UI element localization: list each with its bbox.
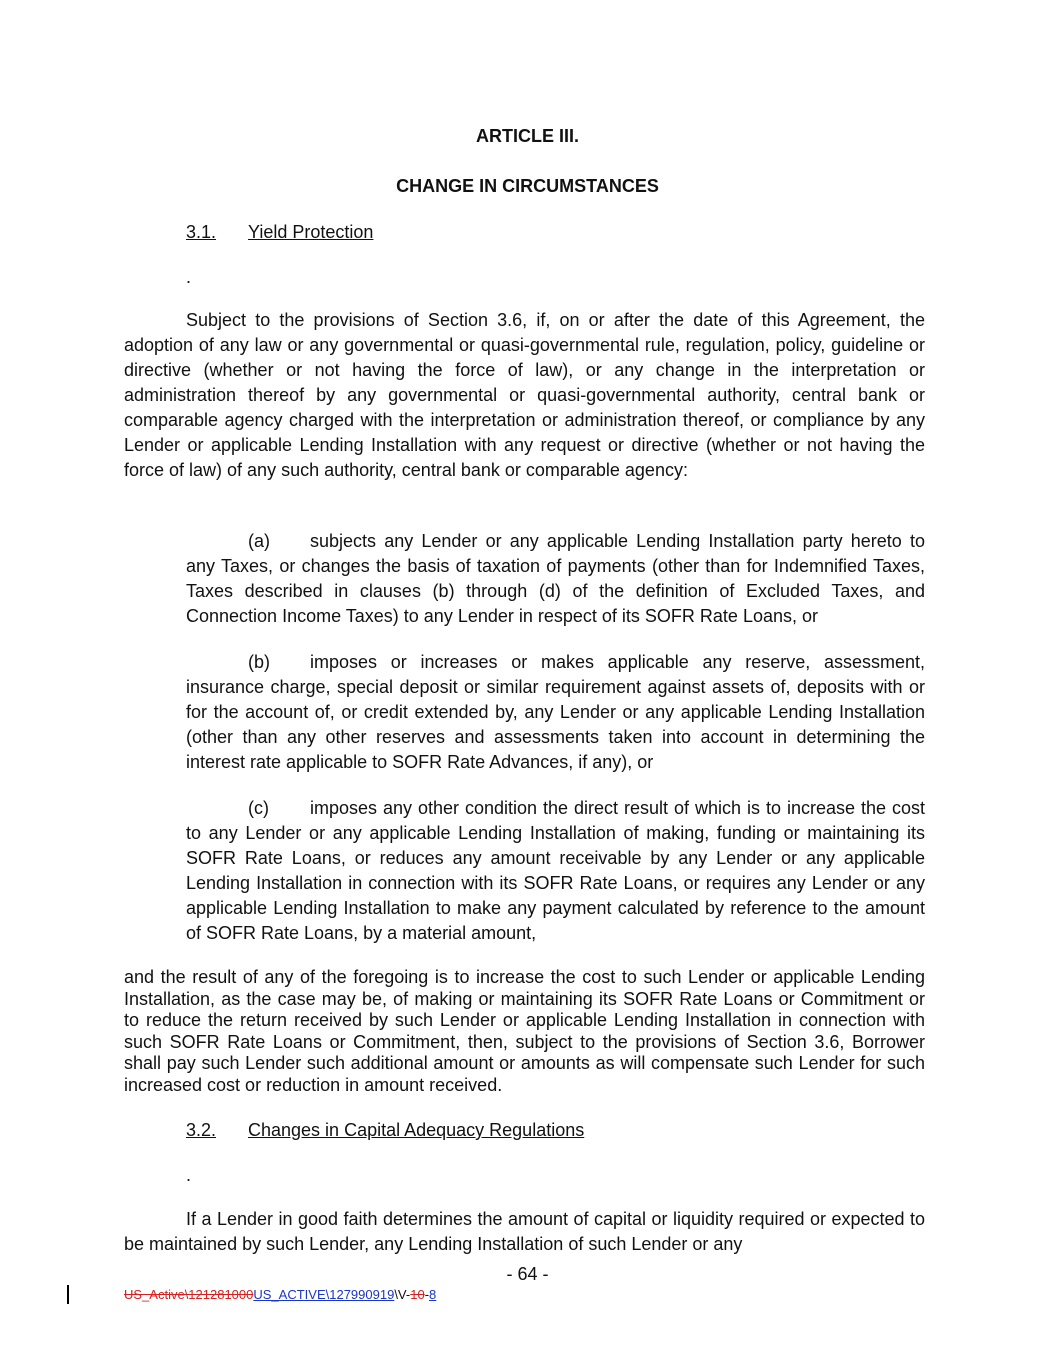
section-3-1-dot: . — [186, 267, 192, 287]
clause-text: imposes or increases or makes applicable any reserve, assessment, insurance charge, special deposit or similar requirement against assets of, deposits with or for the account of, or credit extended by, any Lender or any applicable Lending Installation (other than any other reserves and assessments taken into account in determining the interest rate applicable to SOFR Rate Advances, if any), or — [186, 652, 925, 772]
clause-label: (c) — [248, 798, 269, 818]
clause-c — [186, 796, 925, 946]
inserted-version: 8 — [429, 1287, 437, 1302]
clause-text: imposes any other condition the direct result of which is to increase the cost to any Lender or any applicable Lending Installation of making, funding or maintaining its SOFR Rate Loans, or reduces any amount receivable by any Lender or any applicable Lending Installation in connection with its SOFR Rate Loans, or requires any Lender or any applicable Lending Installation to make any payment calculated by reference to the amount of SOFR Rate Loans, by a material amount, — [186, 798, 925, 943]
article-title: CHANGE IN CIRCUMSTANCES — [396, 176, 659, 196]
section-title: Yield Protection — [248, 222, 374, 242]
article-heading: ARTICLE III. — [476, 126, 579, 146]
revision-change-bar — [67, 1285, 69, 1304]
capital-paragraph: If a Lender in good faith determines the amount of capital or liquidity required or expected to be maintained by such Lender, any Lending Installation of such Lender or any — [124, 1209, 925, 1254]
intro-paragraph: Subject to the provisions of Section 3.6, if, on or after the date of this Agreement, the adoption of any law or any governmental or quasi-governmental rule, regulation, policy, guideline or directive (whether or not having the force of law), or any change in the interpretation or administration thereof by any governmental or quasi-governmental authority, central bank or comparable agency charged with the interpretation or administration thereof, or compliance by any Lender or applicable Lending Installation with any request or directive (whether or not having the force of law) of any such authority, central bank or comparable agency: — [124, 310, 925, 480]
clause-label: (a) — [248, 531, 270, 551]
deleted-doc-id: US_Active\121281000 — [124, 1287, 254, 1302]
clause-b — [186, 650, 925, 775]
result-paragraph: and the result of any of the foregoing is to increase the cost to such Lender or applicable Lending Installation, as the case may be, of making or maintaining its SOFR Rate Loans or Commitment or to reduce the return received by such Lender or applicable Lending Installation in connection with such SOFR Rate Loans or Commitment, then, subject to the provisions of Section 3.6, Borrower shall pay such Lender such additional amount or amounts as will compensate such Lender for such increased cost or reduction in amount received. — [124, 967, 925, 1095]
page-number: - 64 - — [506, 1264, 549, 1284]
section-3-2-heading — [186, 1118, 584, 1142]
clause-text: subjects any Lender or any applicable Lending Installation party hereto to any Taxes, or changes the basis of taxation of payments (other than for Indemnified Taxes, Taxes described in clauses (b) through (d) of the definition of Excluded Taxes, and Connection Income Taxes) to any Lender in respect of its SOFR Rate Loans, or — [186, 531, 925, 626]
clause-label: (b) — [248, 652, 270, 672]
inserted-doc-id: US_ACTIVE\127990919 — [253, 1287, 395, 1302]
deleted-version: 10 — [410, 1287, 425, 1302]
section-3-2-dot: . — [186, 1165, 192, 1185]
version-prefix: \V- — [394, 1287, 411, 1302]
version-separator: - — [424, 1287, 430, 1302]
section-title: Changes in Capital Adequacy Regulations — [248, 1120, 585, 1140]
document-id-footer — [124, 1287, 436, 1303]
clause-a — [186, 529, 925, 629]
section-number: 3.2. — [186, 1120, 217, 1140]
section-number: 3.1. — [186, 222, 217, 242]
section-3-1-heading — [186, 220, 373, 244]
